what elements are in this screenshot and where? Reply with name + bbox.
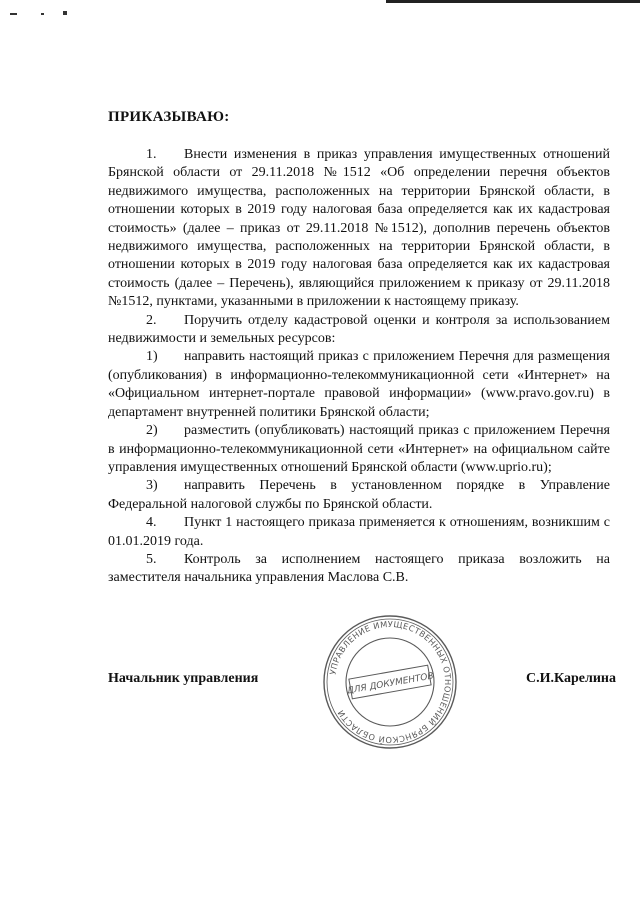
paragraph-item-2 <box>108 312 610 349</box>
paragraph-subitem-1 <box>108 348 610 422</box>
item-text: Поручить отделу кадастровой оценки и контроля за использованием недвижимости и земельных ресурсов: <box>108 312 610 347</box>
paragraph-item-5 <box>108 551 610 588</box>
item-text: Пункт 1 настоящего приказа применяется к отношениям, возникшим с 01.01.2019 года. <box>108 515 610 549</box>
order-heading: ПРИКАЗЫВАЮ: <box>108 109 230 125</box>
scan-artifact-mark <box>63 11 67 15</box>
signature-name: С.И.Карелина <box>526 671 616 686</box>
item-text: направить Перечень в установленном порядке в Управление Федеральной налоговой службы по Брянской области. <box>108 478 610 512</box>
item-text: направить настоящий приказ с приложением Перечня для размещения (опубликования) в информационно-телекоммуникационной сети «Интернет» на «Официальном интернет-портале правовой информации» (www.pravo.gov.ru) в департамент внутренней политики Брянской области; <box>108 349 610 420</box>
document-body <box>108 146 610 588</box>
item-number: 1) <box>146 349 158 365</box>
item-number: 5. <box>146 551 157 567</box>
paragraph-subitem-3 <box>108 477 610 514</box>
paragraph-item-1 <box>108 146 610 312</box>
item-text: разместить (опубликовать) настоящий приказ с приложением Перечня в информационно-телекоммуникационной сети «Интернет» на официальном сайте управления имущественных отношений Брянской области (www.uprio.ru); <box>108 423 610 475</box>
item-text: Контроль за исполнением настоящего приказа возложить на заместителя начальника управления Маслова С.В. <box>108 551 610 586</box>
item-number: 2. <box>146 312 157 328</box>
item-number: 1. <box>146 147 157 162</box>
official-stamp <box>322 614 458 750</box>
paragraph-subitem-2 <box>108 422 610 477</box>
item-number: 4. <box>146 515 157 531</box>
item-text: Внести изменения в приказ управления имущественных отношений Брянской области от 29.11.2018 №1512 «Об определении перечня объектов недвижимого имущества, расположенных на территории Брянской области, в отношении которых в 2019 году налоговая база определяется как их кадастровая стоимость» (далее – приказ от 29.11.2018 №1512), дополнив перечень объектов недвижимого имущества, расположенных на территории Брянской области, в отношении которых в 2019 году налоговая база определяется как их кадастровая стоимость (далее – Перечень), являющийся приложением к приказу от 29.11.2018 №1512, пунктами, указанными в приложении к настоящему приказу. <box>108 147 610 310</box>
item-number: 2) <box>146 423 158 439</box>
scan-artifact-mark <box>41 13 44 15</box>
item-number: 3) <box>146 478 158 494</box>
scan-artifact-mark <box>10 13 17 15</box>
scan-artifact-line <box>386 0 640 3</box>
stamp-outer-text: УПРАВЛЕНИЕ ИМУЩЕСТВЕННЫХ ОТНОШЕНИЙ БРЯНСКОЙ ОБЛАСТИ <box>327 618 454 746</box>
signature-title: Начальник управления <box>108 671 259 686</box>
stamp-inner-text: ДЛЯ ДОКУМЕНТОВ <box>346 671 435 697</box>
paragraph-item-4 <box>108 514 610 551</box>
